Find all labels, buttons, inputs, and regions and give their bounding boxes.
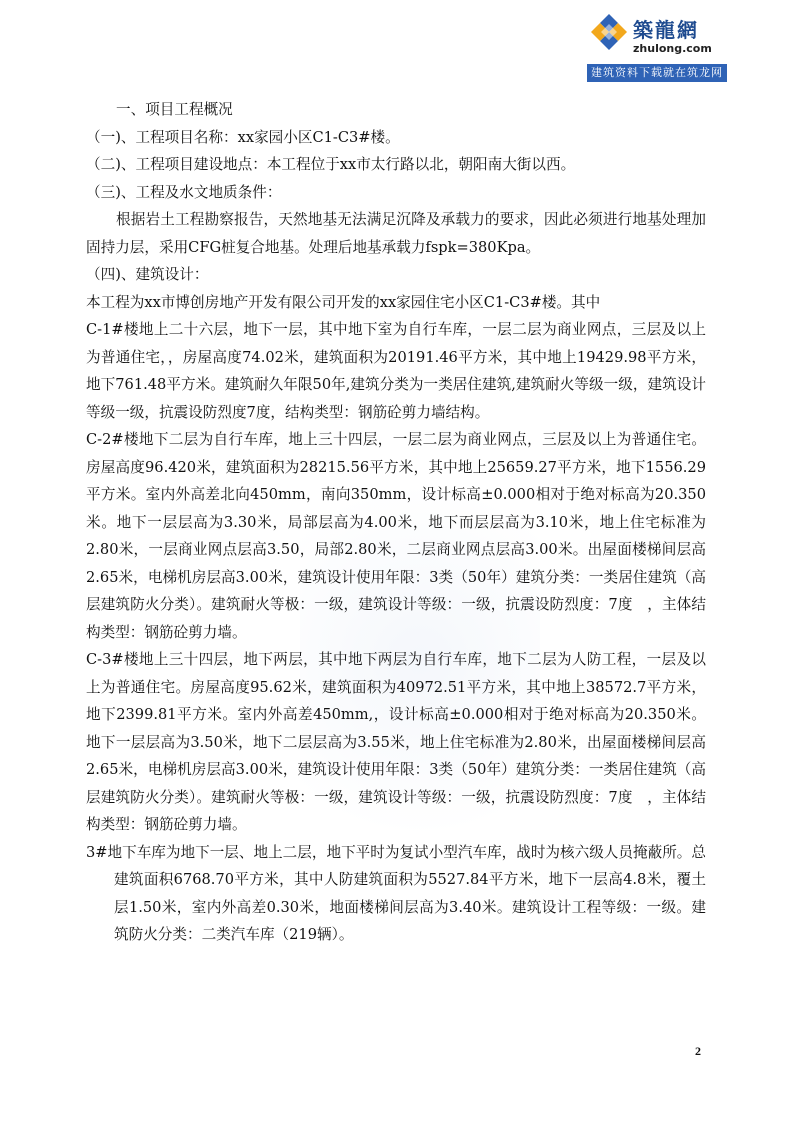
c1-building-paragraph: C-1#楼地上二十六层，地下一层，其中地下室为自行车库，一层二层为商业网点，三层及以上为普通住宅，，房屋高度74.02米，建筑面积为20191.46平方米，其中地上19429.98平方米，地下761.48平方米。建筑耐久年限50年,建筑分类为一类居住建筑,建筑耐火等级一级，建筑设计等级一级，抗震设防烈度7度，结构类型：钢筋砼剪力墙结构。 (86, 321, 706, 421)
logo-domain: zhulong.com (633, 42, 712, 55)
zhulong-logo (587, 8, 727, 84)
section-heading: 一、项目工程概况 (116, 101, 233, 118)
garage-paragraph: 3#地下车库为地下一层、地上二层，地下平时为复试小型汽车库，战时为核六级人员掩蔽所。总建筑面积6768.70平方米，其中人防建筑面积为5527.84平方米，地下一层高4.8米，覆土层1.50米，室内外高差0.30米，地面楼梯间层高为3.40米。建筑设计工程等级：一级。建筑防火分类：二类汽车库（219辆）。 (86, 843, 706, 943)
project-location-item: （二)、工程项目建设地点：本工程位于xx市太行路以北，朝阳南大街以西。 (86, 156, 576, 173)
project-name-item: （一)、工程项目名称：xx家园小区C1-C3#楼。 (86, 128, 400, 146)
geology-item: （三)、工程及水文地质条件： (86, 183, 282, 201)
geology-paragraph: 根据岩土工程勘察报告，天然地基无法满足沉降及承载力的要求，因此必须进行地基处理加固持力层，采用CFG桩复合地基。处理后地基承载力fspk=380Kpa。 (86, 211, 706, 256)
intro-paragraph: 本工程为xx市博创房地产开发有限公司开发的xx家园住宅小区C1-C3#楼。其中 (86, 293, 601, 311)
page-number: 2 (695, 1044, 701, 1058)
c3-building-paragraph: C-3#楼地上三十四层，地下两层，其中地下两层为自行车库，地下二层为人防工程，一层及以上为普通住宅。房屋高度95.62米，建筑面积为40972.51平方米，其中地上38572.7平方米，地下2399.81平方米。室内外高差450mm,，设计标高±0.000相对于绝对标高为20.350米。 地下一层层高为3.50米，地下二层层高为3.55米，地上住宅标准为2.80米，出屋面楼梯间层高2.65米，电梯机房层高3.00米，建筑设计使用年限：3类（50年）建筑分类：一类居住建筑（高层建筑防火分类）。建筑耐火等极：一级，建筑设计等级：一级，抗震设防烈度：7度 ，主体结构类型：钢筋砼剪力墙。 (86, 651, 706, 833)
zhulong-diamond-icon (589, 12, 629, 52)
document-body (86, 96, 706, 949)
logo-slogan: 建筑资料下载就在筑龙网 (587, 64, 727, 82)
c2-building-paragraph: C-2#楼地下二层为自行车库，地上三十四层，一层二层为商业网点，三层及以上为普通住宅。房屋高度96.420米，建筑面积为28215.56平方米，其中地上25659.27平方米，地下1556.29平方米。室内外高差北向450mm，南向350mm，设计标高±0.000相对于绝对标高为20.350米。地下一层层高为3.30米，局部层高为4.00米，地下而层层高为3.10米，地上住宅标准为2.80米，一层商业网点层高3.50，局部2.80米，二层商业网点层高3.00米。出屋面楼梯间层高2.65米，电梯机房层高3.00米，建筑设计使用年限：3类（50年）建筑分类：一类居住建筑（高层建筑防火分类）。建筑耐火等极：一级，建筑设计等级：一级，抗震设防烈度：7度 ，主体结构类型：钢筋砼剪力墙。 (86, 431, 706, 641)
logo-chinese-name: 築龍網 (633, 18, 699, 42)
architecture-item: （四)、建筑设计： (86, 266, 209, 283)
